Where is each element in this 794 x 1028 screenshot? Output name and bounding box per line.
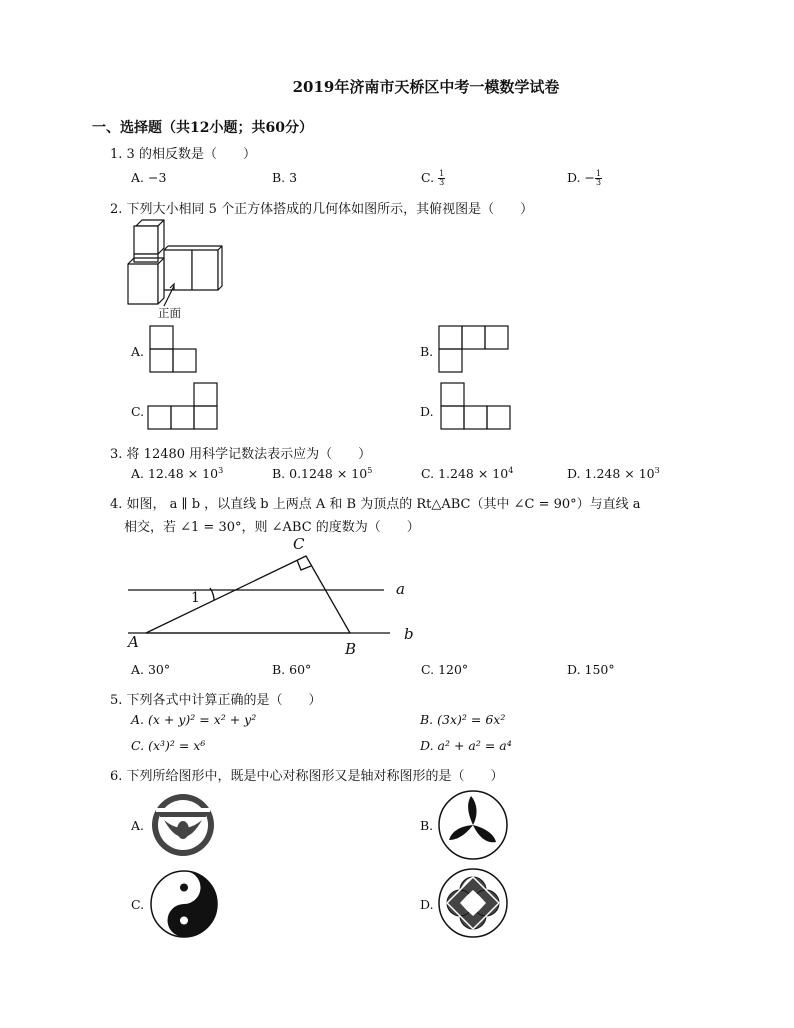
question-3-stem: 3. 将 12480 用科学记数法表示应为（ ） [110, 447, 372, 462]
q6-option-a-emblem-icon [150, 792, 216, 858]
q6-option-c-yinyang-icon [150, 870, 218, 938]
q5-option-a[interactable]: A. (x + y)² = x² + y² [131, 712, 257, 727]
q4-option-d[interactable]: D. 150° [567, 662, 615, 677]
label-line-b: b [404, 625, 414, 643]
question-2-stem: 2. 下列大小相同 5 个正方体搭成的几何体如图所示，其俯视图是（ ） [110, 202, 534, 217]
q6-option-c[interactable]: C. [131, 897, 145, 912]
triangle-abc [146, 556, 350, 633]
q1-option-d-label: D. − [567, 170, 595, 185]
q1-option-c-label: C. [421, 170, 439, 185]
q6-option-a[interactable]: A. [131, 818, 145, 833]
section-heading: 一、选择题（共12小题；共60分） [92, 120, 313, 136]
question-4-stem-line2: 相交，若 ∠1 = 30°，则 ∠ABC 的度数为（ ） [124, 520, 420, 535]
label-point-b: B [345, 640, 357, 658]
q3-option-d-base: D. 1.248 × 10 [567, 466, 655, 482]
numerator: 1 [596, 169, 602, 178]
numerator: 1 [439, 169, 445, 178]
q5-option-d[interactable]: D. a² + a² = a⁴ [420, 738, 512, 753]
q3-option-b-base: B. 0.1248 × 10 [272, 466, 368, 482]
q4-option-c[interactable]: C. 120° [421, 662, 469, 677]
q2-option-a[interactable]: A. [131, 344, 145, 359]
q2-option-b[interactable]: B. [420, 344, 434, 359]
q4-option-a[interactable]: A. 30° [131, 662, 171, 677]
exponent: 4 [508, 466, 514, 475]
question-4-stem-line1: 4. 如图， a ∥ b ，以直线 b 上两点 A 和 B 为顶点的 Rt△ABC（其中 ∠C = 90°）与直线 a [110, 497, 641, 512]
q5-option-b[interactable]: B. (3x)² = 6x² [420, 712, 506, 727]
page-title: 2019年济南市天桥区中考一模数学试卷 [292, 78, 560, 96]
denominator: 3 [596, 178, 602, 187]
label-c: C [293, 535, 305, 553]
q1-option-b[interactable]: B. 3 [272, 170, 298, 185]
exponent: 3 [654, 466, 660, 475]
q6-option-b[interactable]: B. [420, 818, 434, 833]
q6-option-d[interactable]: D. [420, 897, 434, 912]
q3-option-c-base: C. 1.248 × 10 [421, 466, 509, 482]
question-5-stem: 5. 下列各式中计算正确的是（ ） [110, 693, 322, 708]
q4-option-b[interactable]: B. 60° [272, 662, 312, 677]
question-1-stem: 1. 3 的相反数是（ ） [110, 147, 256, 162]
label-line-a: a [396, 580, 405, 598]
q6-option-b-propeller-icon [438, 790, 508, 860]
q2-option-d[interactable]: D. [420, 404, 434, 419]
question-6-stem: 6. 下列所给图形中，既是中心对称图形又是轴对称图形的是（ ） [110, 769, 504, 784]
denominator: 3 [439, 178, 445, 187]
label-angle-1: 1 [191, 590, 200, 606]
label-point-a: A [128, 633, 139, 651]
exponent: 5 [367, 466, 373, 475]
front-label: 正面 [158, 306, 181, 320]
q3-option-a-base: A. 12.48 × 10 [131, 466, 219, 482]
q2-option-c[interactable]: C. [131, 404, 145, 419]
q1-option-a[interactable]: A. −3 [131, 170, 167, 185]
exponent: 3 [218, 466, 224, 475]
q6-option-d-flower-icon [438, 868, 508, 938]
q5-option-c[interactable]: C. (x³)² = x⁶ [131, 738, 206, 753]
